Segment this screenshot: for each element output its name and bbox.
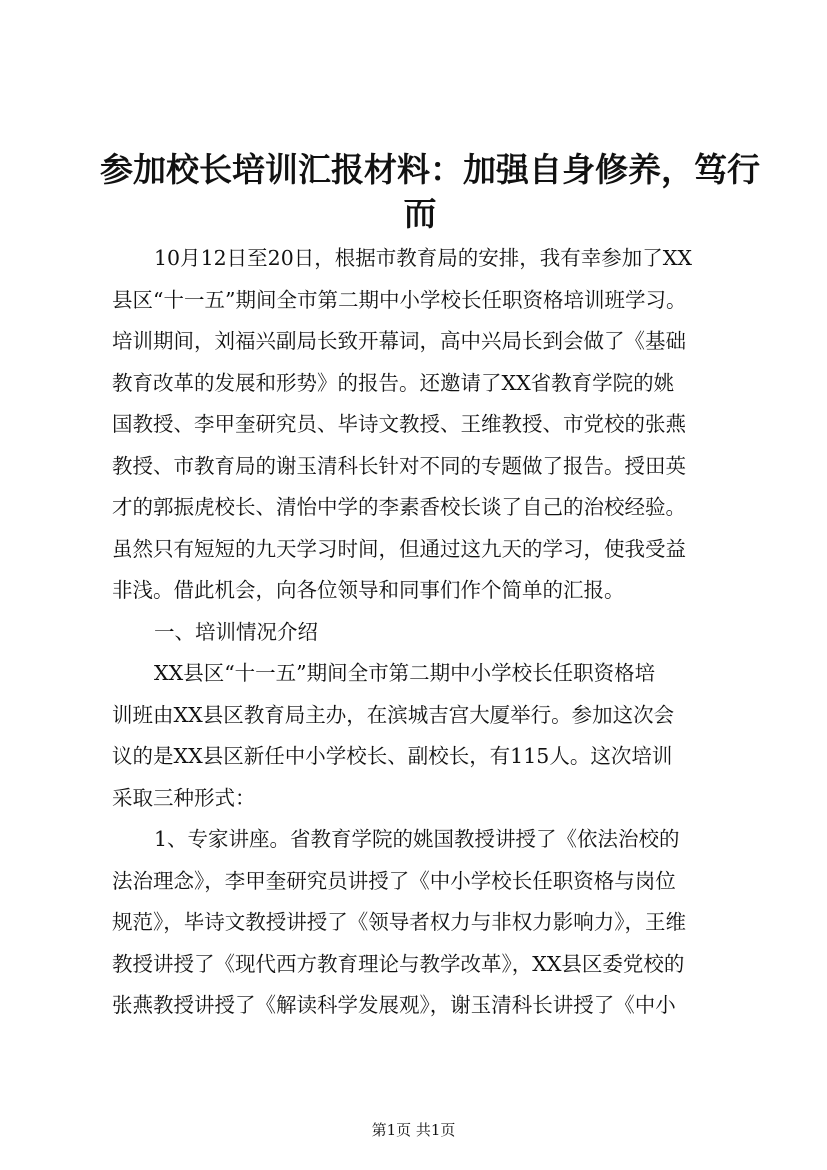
title-line: 而 (403, 194, 437, 233)
body-line: 教授、市教育局的谢玉清科长针对不同的专题做了报告。授田英 (112, 453, 686, 478)
body-line: 培训期间，刘福兴副局长致开幕词，高中兴局长到会做了《基础 (112, 329, 686, 353)
body-line: 国教授、李甲奎研究员、毕诗文教授、王维教授、市党校的张燕 (112, 412, 686, 436)
body-line: 10月12日至20日，根据市教育局的安排，我有幸参加了XX (154, 246, 692, 270)
body-line: XX县区“十一五”期间全市第二期中小学校长任职资格培 (154, 661, 656, 685)
body-line: 议的是XX县区新任中小学校长、副校长，有115人。这次培训 (112, 744, 673, 768)
body-line: 规范》，毕诗文教授讲授了《领导者权力与非权力影响力》，王维 (112, 910, 686, 934)
body-line: 教授讲授了《现代西方教育理论与教学改革》，XX县区委党校的 (112, 951, 685, 976)
document-body (112, 238, 744, 1027)
body-line: 才的郭振虎校长、清怡中学的李素香校长谈了自己的治校经验。 (112, 495, 686, 519)
body-line: 一、培训情况介绍 (154, 619, 318, 644)
page-footer: 第1页 共1页 (371, 1121, 456, 1139)
body-line: 采取三种形式： (112, 785, 256, 810)
document-title (100, 148, 760, 236)
body-line: 张燕教授讲授了《解读科学发展观》，谢玉清科长讲授了《中小 (112, 993, 676, 1017)
body-line: 法治理念》，李甲奎研究员讲授了《中小学校长任职资格与岗位 (112, 868, 676, 893)
body-line: 1、专家讲座。省教育学院的姚国教授讲授了《依法治校的 (154, 827, 680, 851)
body-line: 非浅。借此机会，向各位领导和同事们作个简单的汇报。 (112, 578, 625, 602)
body-line: 虽然只有短短的九天学习时间，但通过这九天的学习，使我受益 (112, 536, 686, 561)
body-line: 教育改革的发展和形势》的报告。还邀请了XX省教育学院的姚 (112, 370, 675, 395)
body-line: 训班由XX县区教育局主办，在滨城吉宫大厦举行。参加这次会 (112, 702, 675, 727)
title-line: 参加校长培训汇报材料：加强自身修养，笃行 (100, 150, 760, 189)
body-line: 县区“十一五”期间全市第二期中小学校长任职资格培训班学习。 (112, 287, 687, 312)
